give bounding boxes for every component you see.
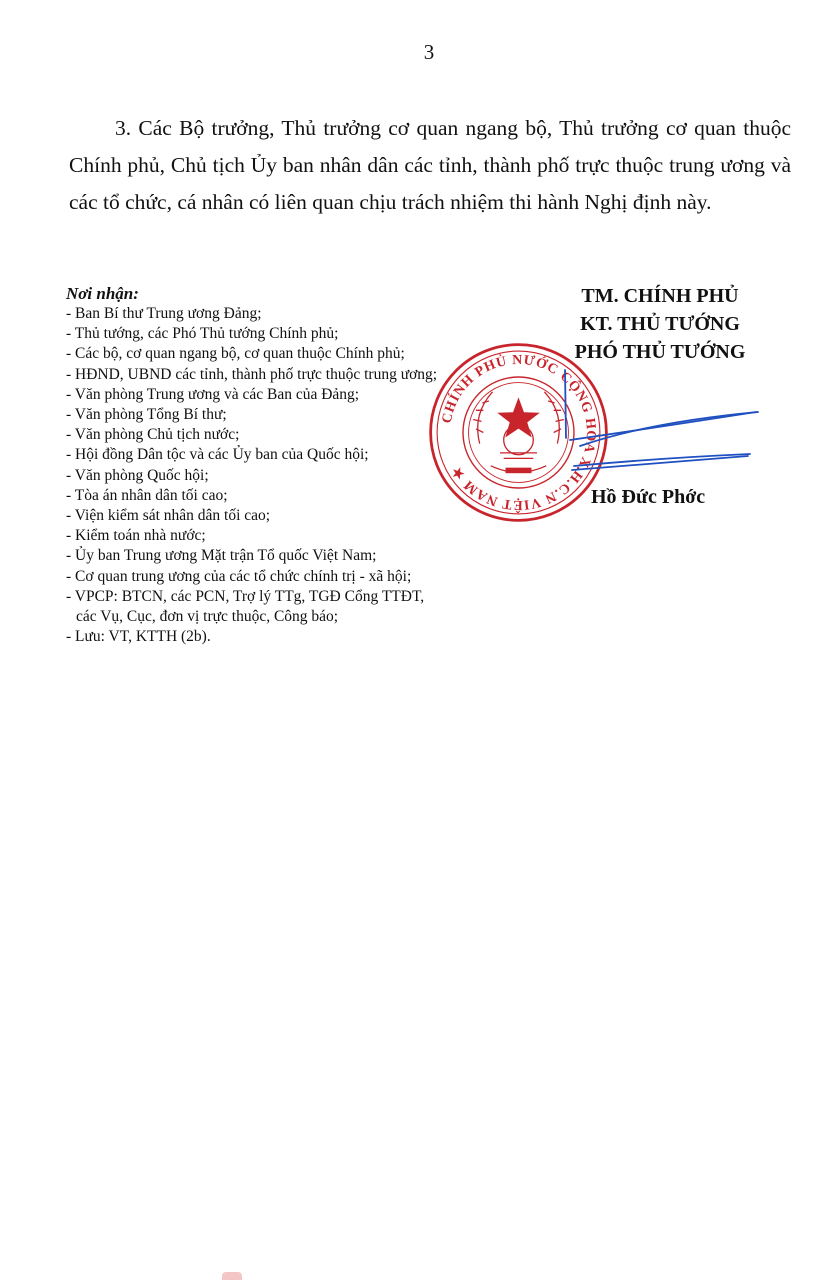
recipient-item: - Kiểm toán nhà nước; bbox=[66, 527, 206, 545]
recipient-item: - Viện kiểm sát nhân dân tối cao; bbox=[66, 507, 271, 525]
article-3-paragraph: 3. Các Bộ trưởng, Thủ trưởng cơ quan ngang bộ, Thủ trưởng cơ quan thuộc Chính phủ, Chủ tịch Ủy ban nhân dân các tỉnh, thành phố trực thuộc trung ương và các tổ chức, cá nhân có liên quan chịu trách nhiệm thi hành Nghị định này. bbox=[69, 116, 791, 214]
recipient-item: - Văn phòng Tổng Bí thư; bbox=[66, 406, 227, 424]
signature-title-line2: KT. THỦ TƯỚNG bbox=[580, 313, 740, 335]
recipient-item: - HĐND, UBND các tỉnh, thành phố trực thuộc trung ương; bbox=[66, 365, 438, 383]
recipient-item: - Cơ quan trung ương của các tổ chức chính trị - xã hội; bbox=[66, 567, 412, 585]
page-number: 3 bbox=[423, 40, 435, 64]
scan-artifact bbox=[222, 1272, 242, 1280]
recipient-item: - Ủy ban Trung ương Mặt trận Tổ quốc Việt Nam; bbox=[66, 547, 377, 565]
recipient-item: - Tòa án nhân dân tối cao; bbox=[66, 486, 228, 504]
recipient-item: - Văn phòng Quốc hội; bbox=[66, 466, 209, 484]
recipient-item: - Lưu: VT, KTTH (2b). bbox=[66, 628, 211, 646]
signer-name: Hồ Đức Phớc bbox=[591, 486, 706, 508]
recipient-item: - Văn phòng Chủ tịch nước; bbox=[66, 426, 240, 444]
signature-block bbox=[540, 282, 780, 366]
signature-title-line3: PHÓ THỦ TƯỚNG bbox=[574, 341, 746, 363]
signature-title-line1: TM. CHÍNH PHỦ bbox=[581, 285, 739, 307]
recipient-item: - Thủ tướng, các Phó Thủ tướng Chính phủ; bbox=[66, 325, 339, 343]
recipient-item: - VPCP: BTCN, các PCN, Trợ lý TTg, TGĐ Cổng TTĐT, bbox=[66, 587, 425, 605]
handwritten-signature-icon bbox=[560, 360, 760, 480]
recipients-title: Nơi nhận: bbox=[66, 284, 139, 303]
recipient-item-continuation: các Vụ, Cục, đơn vị trực thuộc, Công báo; bbox=[76, 608, 339, 626]
recipient-item: - Văn phòng Trung ương và các Ban của Đảng; bbox=[66, 385, 360, 403]
recipient-item: - Hội đồng Dân tộc và các Ủy ban của Quốc hội; bbox=[66, 446, 369, 464]
svg-text:CHÍNH PHỦ NƯỚC CỘNG HÒA X.H.C.: CHÍNH PHỦ NƯỚC CỘNG HÒA X.H.C.N VIỆT NAM ★ bbox=[439, 352, 599, 513]
recipient-item: - Ban Bí thư Trung ương Đảng; bbox=[66, 305, 262, 322]
recipient-item: - Các bộ, cơ quan ngang bộ, cơ quan thuộc Chính phủ; bbox=[66, 345, 405, 363]
